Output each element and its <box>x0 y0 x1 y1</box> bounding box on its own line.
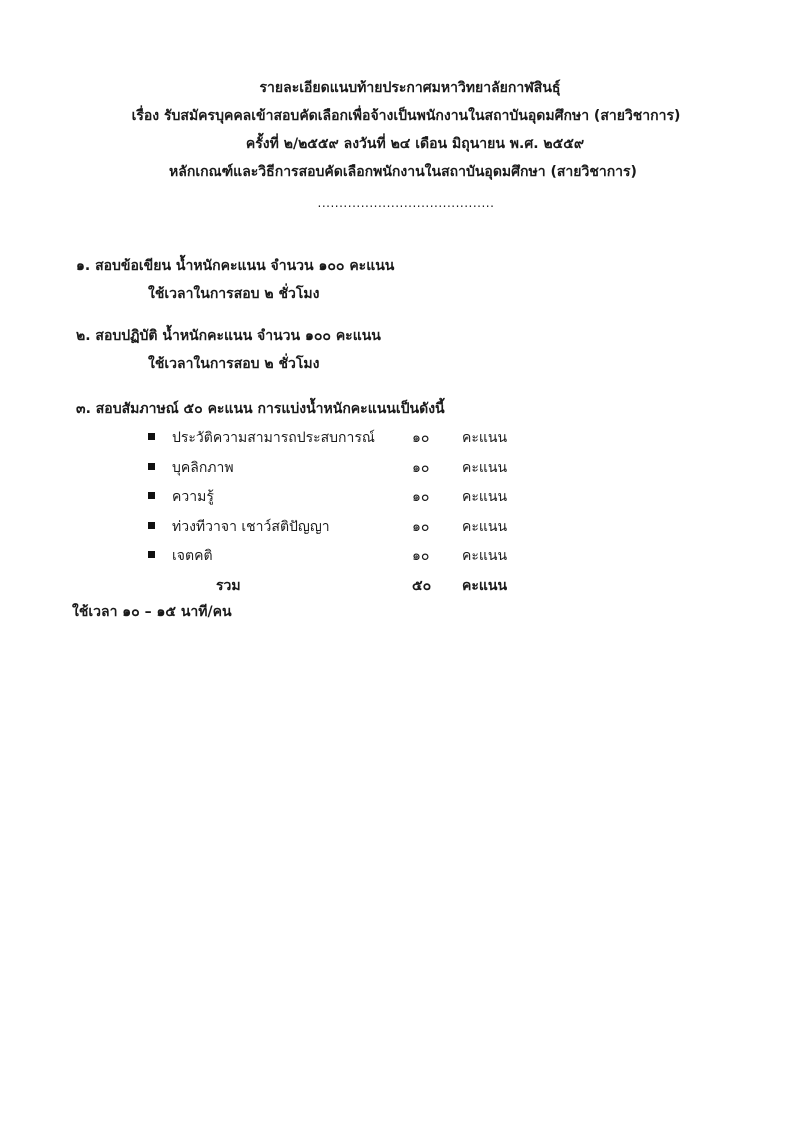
interview-criteria-list <box>148 424 568 601</box>
criteria-score: ๑๐ <box>412 489 430 505</box>
list-item <box>148 424 568 454</box>
criteria-unit: คะแนน <box>462 489 508 505</box>
criteria-label: เจตคติ <box>172 548 213 564</box>
section-practical-exam <box>76 322 381 378</box>
header-title: รายละเอียดแนบท้ายประกาศมหาวิทยาลัยกาฬสินธุ์ <box>259 80 561 96</box>
header-criteria-title: หลักเกณฑ์และวิธีการสอบคัดเลือกพนักงานในสถาบันอุดมศึกษา (สายวิชาการ) <box>169 164 637 180</box>
criteria-label: ความรู้ <box>172 489 214 505</box>
criteria-unit: คะแนน <box>462 459 508 476</box>
criteria-score: ๑๐ <box>412 430 430 446</box>
total-unit: คะแนน <box>462 577 508 594</box>
total-score: ๕๐ <box>412 577 432 594</box>
criteria-label: บุคลิกภาพ <box>172 459 234 476</box>
document-header <box>0 74 800 186</box>
criteria-score: ๑๐ <box>412 459 430 476</box>
section-title: ๒. สอบปฏิบัติ น้ำหนักคะแนน จำนวน ๑๐๐ คะแนน <box>76 328 381 344</box>
criteria-total-row <box>148 572 568 602</box>
header-subject: เรื่อง รับสมัครบุคคลเข้าสอบคัดเลือกเพื่อจ้างเป็นพนักงานในสถาบันอุดมศึกษา (สายวิชาการ) <box>131 108 681 124</box>
criteria-score: ๑๐ <box>412 518 430 535</box>
square-bullet-icon <box>148 492 155 499</box>
criteria-label: ประวัติความสามารถประสบการณ์ <box>172 430 375 446</box>
header-announcement-date: ครั้งที่ ๒/๒๕๕๙ ลงวันที่ ๒๔ เดือน มิถุนายน พ.ศ. ๒๕๕๙ <box>245 136 585 152</box>
list-item <box>148 454 568 484</box>
square-bullet-icon <box>148 522 155 529</box>
total-label: รวม <box>216 577 241 594</box>
section-duration: ใช้เวลาในการสอบ ๒ ชั่วโมง <box>148 286 320 302</box>
section-title: ๑. สอบข้อเขียน น้ำหนักคะแนน จำนวน ๑๐๐ คะแนน <box>76 258 395 274</box>
criteria-label: ท่วงทีวาจา เชาว์สติปัญญา <box>172 518 330 535</box>
list-item <box>148 483 568 513</box>
section-interview <box>76 395 445 423</box>
criteria-score: ๑๐ <box>412 548 430 564</box>
square-bullet-icon <box>148 463 155 470</box>
list-item <box>148 513 568 543</box>
section-duration: ใช้เวลาในการสอบ ๒ ชั่วโมง <box>148 356 320 372</box>
criteria-unit: คะแนน <box>462 518 508 535</box>
criteria-unit: คะแนน <box>462 548 508 564</box>
square-bullet-icon <box>148 551 155 558</box>
section-written-exam <box>76 252 394 308</box>
square-bullet-icon <box>148 433 155 440</box>
interview-time-note: ใช้เวลา ๑๐ – ๑๕ นาที/คน <box>72 604 232 620</box>
criteria-unit: คะแนน <box>462 430 508 446</box>
section-title: ๓. สอบสัมภาษณ์ ๕๐ คะแนน การแบ่งน้ำหนักคะแนนเป็นดังนี้ <box>76 401 445 417</box>
dotted-separator: ......................................... <box>317 196 495 210</box>
list-item <box>148 542 568 572</box>
